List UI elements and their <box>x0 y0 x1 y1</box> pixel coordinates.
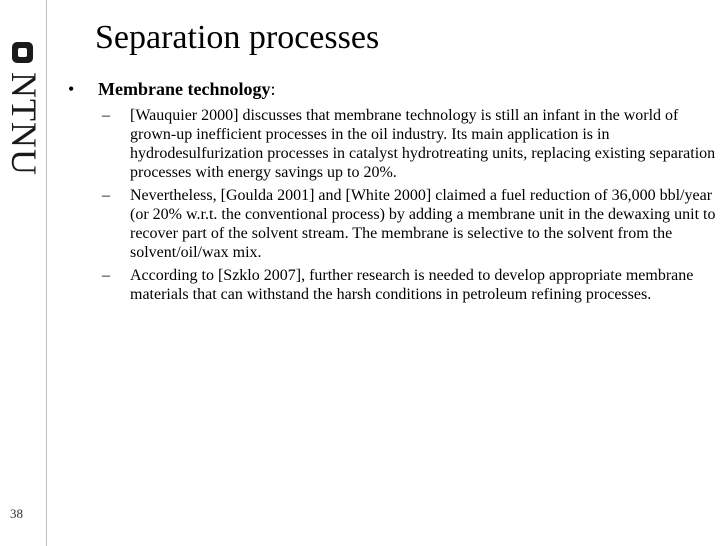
sub-bullet-marker: – <box>102 107 110 124</box>
sub-bullet-marker: – <box>102 267 110 284</box>
sub-bullet-marker: – <box>102 187 110 204</box>
slide-title: Separation processes <box>95 19 380 56</box>
sub-bullet-item <box>102 106 718 182</box>
logo-text: NTNU <box>4 72 44 176</box>
bullet-item <box>68 78 718 100</box>
bullet-label: Membrane technology <box>98 79 271 99</box>
sub-bullet-text: Nevertheless, [Goulda 2001] and [White 2000] claimed a fuel reduction of 36,000 bbl/year (or 20% w.r.t. the conventional process) by adding a membrane unit in the dewaxing unit to recover part of the solvent stream. The membrane is selective to the solvent from the solvent/oil/wax mix. <box>130 187 716 261</box>
page-number: 38 <box>10 506 23 521</box>
slide-content <box>68 78 718 308</box>
bullet-marker: • <box>68 79 75 99</box>
ntnu-logo-icon <box>12 42 33 63</box>
bullet-suffix: : <box>270 79 276 99</box>
sub-bullet-item <box>102 186 718 262</box>
sub-bullet-item <box>102 266 718 304</box>
sub-bullet-text: [Wauquier 2000] discusses that membrane technology is still an infant in the world of grown-up inefficient processes in the oil industry. Its main application is in hydrodesulfurization processes in catalyst hydrotreating units, replacing existing separation processes with energy savings up to 20%. <box>130 107 716 181</box>
sub-bullet-list <box>102 106 718 304</box>
sub-bullet-text: According to [Szklo 2007], further research is needed to develop appropriate membrane materials that can withstand the harsh conditions in petroleum refining processes. <box>130 267 694 303</box>
sidebar <box>0 0 47 546</box>
bullet-text <box>98 78 275 100</box>
